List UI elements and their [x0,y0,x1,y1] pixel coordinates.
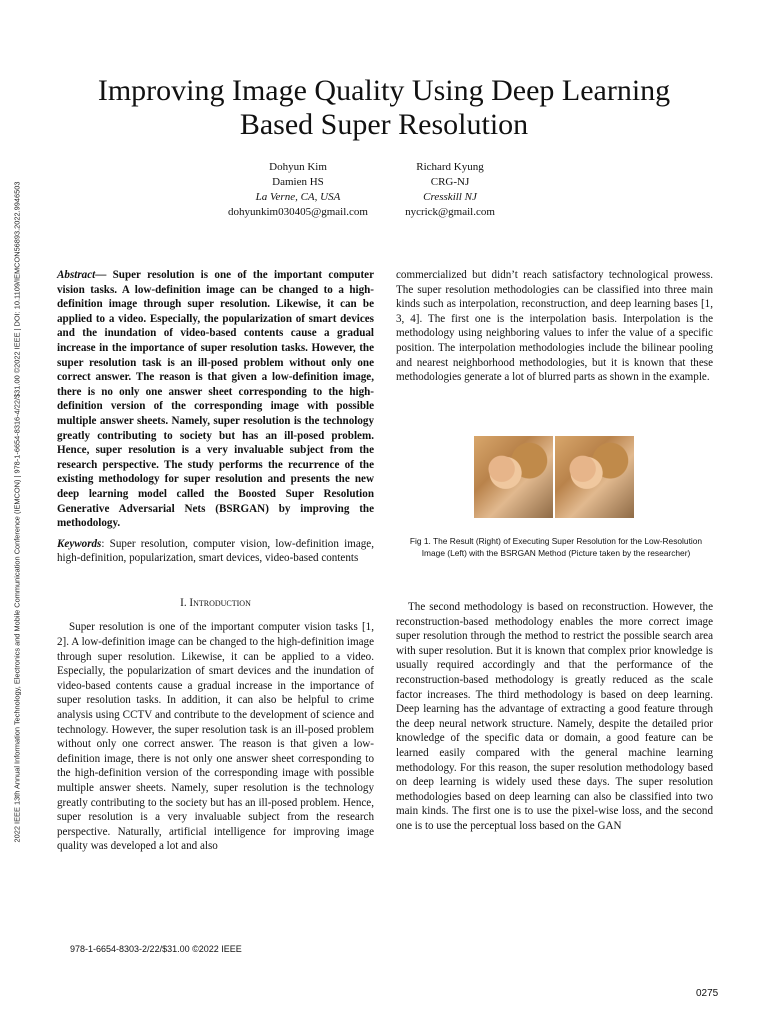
figure-caption: Fig 1. The Result (Right) of Executing Super Resolution for the Low-Resolution Image (Left) with the BSRGAN Method (Picture taken by the researcher) [409,536,703,558]
footer-copyright: 978-1-6654-8303-2/22/$31.00 ©2022 IEEE [70,944,242,954]
author-email: dohyunkim030405@gmail.com [228,206,368,218]
keywords-label: Keywords [57,537,102,550]
abstract-label: Abstract [57,269,96,281]
author-affiliation: CRG-NJ [430,176,470,188]
body-paragraph: commercialized but didn’t reach satisfactory technological prowess. The super resolution methodologies can be classified into three main kinds such as interpolation, reconstruction, and deep learning bases [1, 3, 4]. The first one is the interpolation basis. Interpolation is the methodology using neighboring values to infer the value of a specific position. The interpolation methodologies include the bilinear pooling and nearest neighborhood methodologies, but it is known that these methodologies generate a lot of blurred parts as shown in the example. [396,269,713,384]
side-citation-note: 2022 IEEE 13th Annual Information Technology, Electronics and Mobile Communication Conference (IEMCON) | 978-1-6654-8316-4/22/$31.00 ©2022 IEEE | DOI: 10.1109/IEMCON56893.2022.9946503 [12,181,22,843]
author-name: Dohyun Kim [269,161,327,173]
right-column-bottom [396,600,713,834]
keywords-text: : Super resolution, computer vision, low-definition image, high-definition, popularization, smart devices, video-based contents [57,537,374,565]
abstract [57,268,374,531]
author-affiliation: Damien HS [272,176,324,188]
author-block [340,160,560,220]
paper-title-line-2: Based Super Resolution [239,108,529,141]
author-email: nycrick@gmail.com [405,206,495,218]
section-first-letter: I [189,596,194,609]
author-name: Richard Kyung [416,161,484,173]
super-resolution-image [555,436,634,518]
author-location: Cresskill NJ [423,191,477,203]
paper-title-line-1: Improving Image Quality Using Deep Learning [97,74,671,107]
left-column [57,268,374,854]
section-heading-introduction [57,596,374,611]
figure-1 [474,436,634,518]
keywords [57,537,374,566]
page-number: 0275 [696,988,719,999]
body-paragraph: The second methodology is based on reconstruction. However, the reconstruction-based methodology enables the more correct image super resolution through the method to restrict the possible search area with super resolution. But it is known that complex prior knowledge is usually required accordingly and that the performance of the reconstruction-based methodology is greatly reduced as the scale factor increases. The third methodology is based on deep learning. Deep learning has the advantage of extracting a good feature through the deep neural network structure. Namely, despite the detailed prior knowledge of the specific data or domain, a good feature can be learned easily compared with the general machine learning methodology. For this reason, the super resolution methodology based on deep learning is widely used these days. The super resolution methodologies based on deep learning can also be classified into two main kinds. The first one is to use the pixel-wise loss, and the second one is to use the perceptual loss based on the GAN [396,601,713,832]
intro-paragraph: Super resolution is one of the important computer vision tasks [1, 2]. A low-definition image can be changed to the high-definition image through super resolution. Likewise, it can be applied to a video. Especially, the popularization of smart devices and the inundation of video-based contents cause a gradual increase in the importance of super resolution tasks. In addition, it can also be helpful to crime analysis using CCTV and contribute to the development of science and technology. However, the super resolution task is an ill-posed problem without only one correct answer. The reason is that given a low-definition image, there is not only one answer sheet corresponding to the high-definition version of the corresponding image with possible multiple answer sheets. Namely, super resolution is the technology greatly contributing to the society but has an ill-posed problem. Hence, super resolution is a very invaluable subject from the research perspective. Naturally, artificial intelligence for improving image quality was developed a lot and also [57,621,374,853]
low-resolution-image [474,436,553,518]
right-column-top [396,268,713,385]
paper-title [60,74,708,142]
author-location: La Verne, CA, USA [255,191,341,203]
section-title-rest: ntroduction [193,596,251,609]
section-number: I. [180,596,190,609]
abstract-text: — Super resolution is one of the important computer vision tasks. A low-definition image can be changed to a high-definition image through super resolution. Likewise, it can be applied to a video. Especially, the popularization of smart devices and the inundation of video-based contents cause a gradual increase in the importance of super resolution tasks. However, the super resolution task is an ill-posed problem without only one correct answer. The reason is that given a low-definition image, there is no only one answer sheet corresponding to the high-definition version of the corresponding image with possible multiple answer sheets. Namely, super resolution is the technology greatly contributing to society but has an ill-posed problem. Hence, super resolution is a very invaluable subject from the research perspective. The study performs the recurrence of the existing methodology for super resolution and presents the new deep learning model called the Boosted Super Resolution Generative Adversarial Nets (BSRGAN) by improving the methodology. [57,269,374,530]
